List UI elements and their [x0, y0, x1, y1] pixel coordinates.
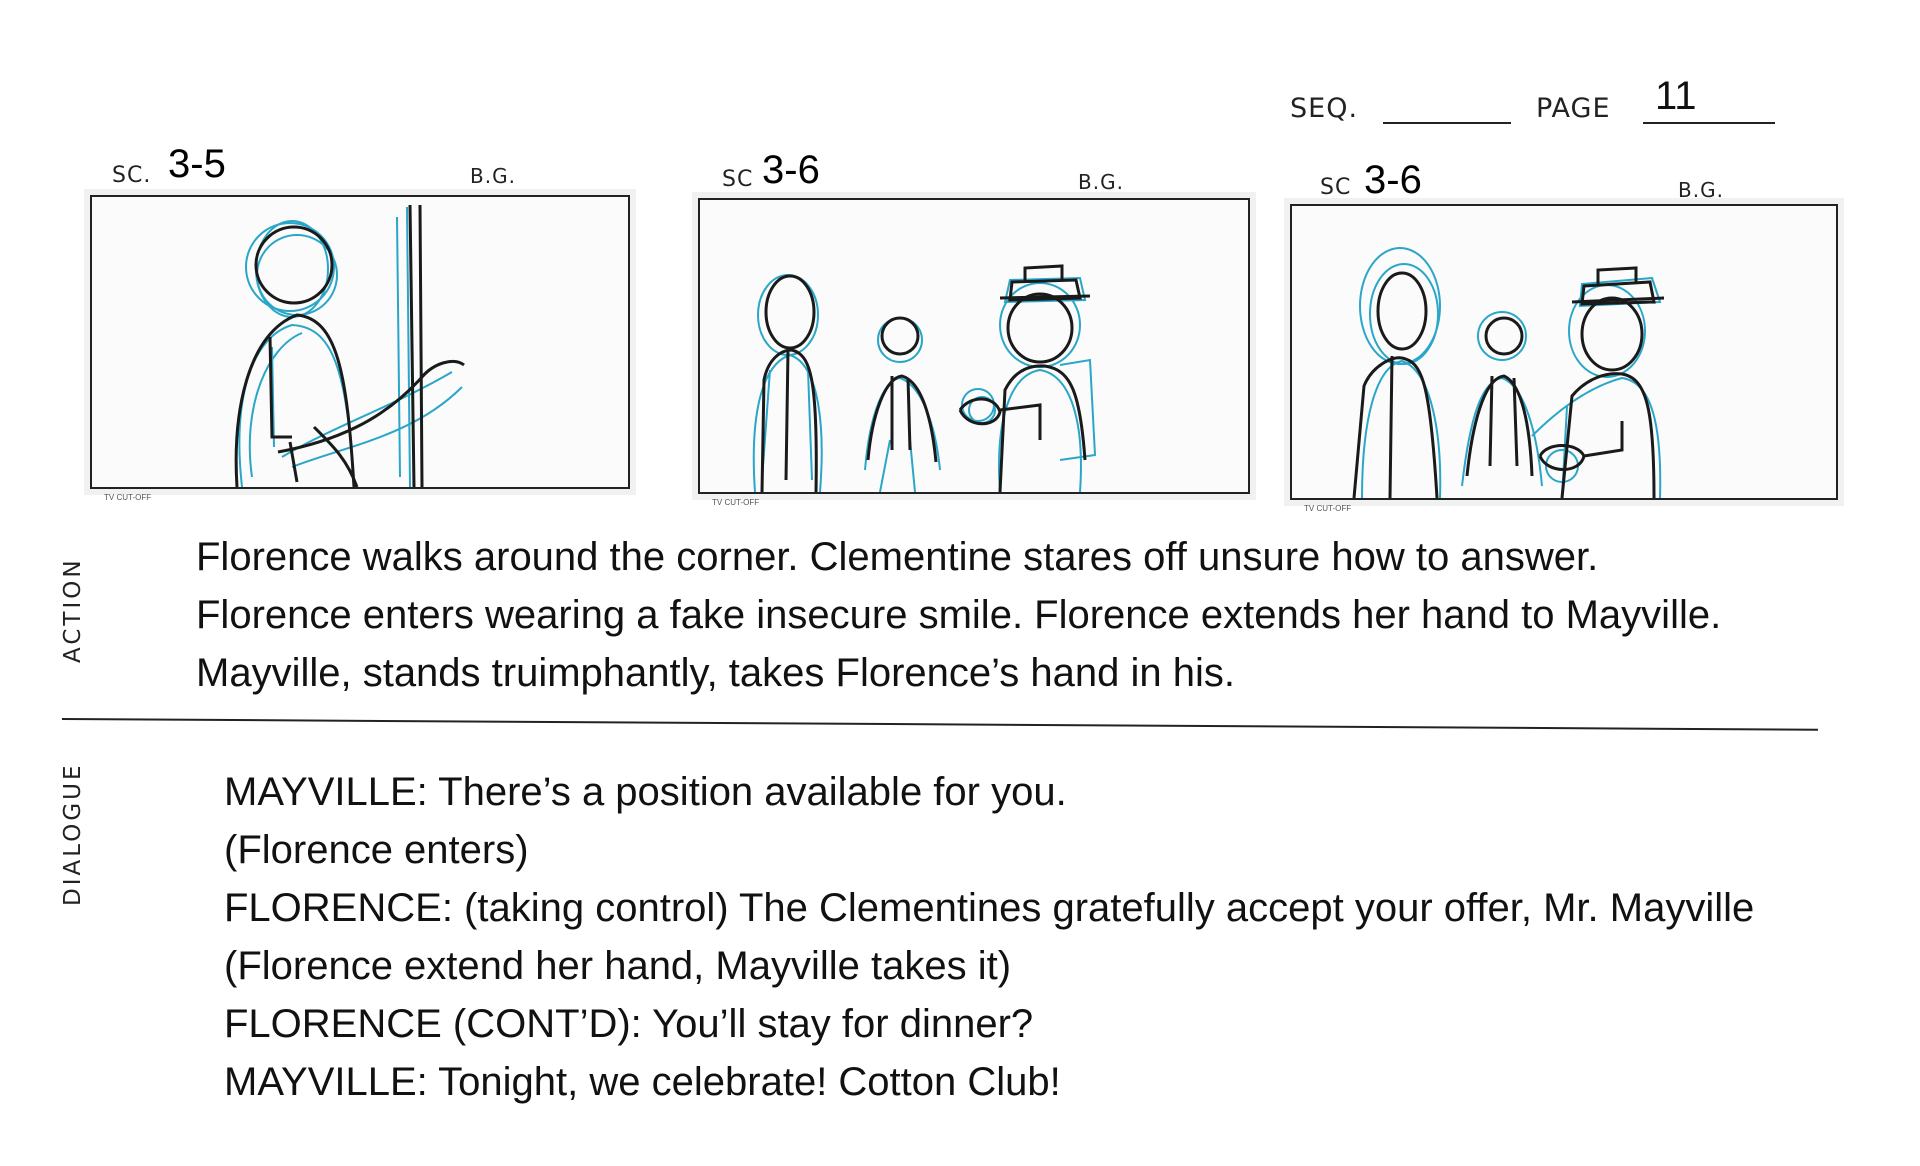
dialogue-line-5: FLORENCE (CONT’D): You’ll stay for dinner? [224, 1002, 1034, 1046]
seq-field[interactable] [1383, 98, 1511, 124]
panel-3-sc-label: SC [1320, 175, 1352, 200]
panel-2-cutoff-label: TV CUT-OFF [712, 498, 760, 507]
panel-1-sc-label: SC. [112, 163, 152, 188]
panel-3-bg-label: B.G. [1678, 178, 1724, 202]
dialogue-line-3: FLORENCE: (taking control) The Clementines gratefully accept your offer, Mr. Mayville [224, 886, 1755, 930]
panel-2-scene-number: 3-6 [762, 148, 820, 192]
dialogue-line-1: MAYVILLE: There’s a position available for you. [224, 770, 1067, 814]
dialogue-line-2: (Florence enters) [224, 828, 529, 872]
panel-1-sketch [92, 197, 628, 487]
storyboard-panel-2[interactable] [698, 198, 1250, 507]
dialogue-section-label: DIALOGUE [60, 762, 86, 906]
action-section-label: ACTION [60, 557, 86, 663]
panel-1-scene-number: 3-5 [168, 142, 226, 186]
page-field[interactable] [1643, 74, 1775, 124]
panel-1-bg-label: B.G. [470, 164, 516, 188]
seq-label: SEQ. [1290, 93, 1359, 124]
action-line-3: Mayville, stands truimphantly, takes Florence’s hand in his. [196, 651, 1236, 695]
page-number: 11 [1655, 74, 1697, 118]
panel-3-cutoff-label: TV CUT-OFF [1304, 504, 1352, 513]
storyboard-panel-1[interactable] [90, 195, 630, 502]
dialogue-line-4: (Florence extend her hand, Mayville takes it) [224, 944, 1012, 988]
section-divider [62, 718, 1818, 731]
action-line-2: Florence enters wearing a fake insecure smile. Florence extends her hand to Mayville. [196, 593, 1722, 637]
action-line-1: Florence walks around the corner. Clementine stares off unsure how to answer. [196, 535, 1599, 579]
storyboard-panel-3[interactable] [1290, 204, 1838, 513]
panel-2-sketch [700, 200, 1248, 492]
panel-3-scene-number: 3-6 [1364, 158, 1422, 202]
panel-1-cutoff-label: TV CUT-OFF [104, 493, 152, 502]
panel-2-sc-label: SC [722, 167, 754, 192]
panel-2-bg-label: B.G. [1078, 170, 1124, 194]
panel-3-sketch [1292, 206, 1836, 498]
page-label: PAGE [1536, 93, 1611, 124]
dialogue-line-6: MAYVILLE: Tonight, we celebrate! Cotton Club! [224, 1060, 1061, 1104]
